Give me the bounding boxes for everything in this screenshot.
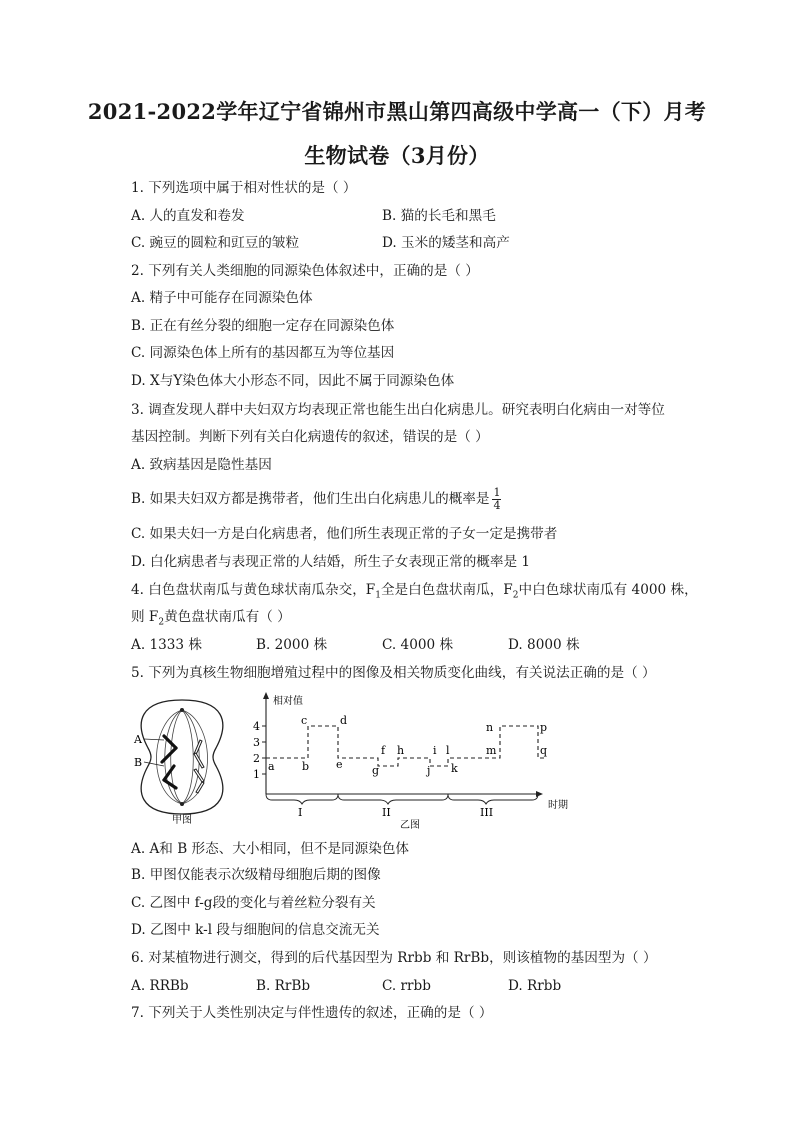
y-axis-label: 相对值	[273, 696, 303, 707]
fraction-numerator: 1	[493, 486, 501, 499]
q4-stem-part: 黄色盘状南瓜有（ ）	[164, 609, 291, 625]
q1-option-d: D. 玉米的矮茎和高产	[382, 235, 510, 251]
stage-3: III	[480, 806, 494, 819]
q2-option-d: D. X与Y染色体大小形态不同，因此不属于同源染色体	[131, 373, 455, 389]
q3-stem-line2: 基因控制。判断下列有关白化病遗传的叙述，错误的是（ ）	[131, 429, 489, 445]
centrosome-bottom	[180, 802, 184, 806]
point-g: g	[372, 764, 380, 777]
q3-stem-line1: 3. 调查发现人群中夫妇双方均表现正常也能生出白化病患儿。研究表明白化病由一对等位	[131, 402, 665, 418]
q6-option-b: B. RrBb	[256, 978, 311, 994]
q4-stem-part: 则 F	[131, 609, 159, 625]
stage-1: I	[298, 806, 303, 819]
q5-option-a: A. A和 B 形态、大小相同，但不是同源染色体	[131, 841, 410, 857]
point-p: p	[540, 721, 548, 734]
q3-fraction	[492, 487, 501, 512]
stage-2: II	[382, 806, 391, 819]
q3-option-b-text: B. 如果夫妇双方都是携带者，他们生出白化病患儿的概率是	[131, 491, 490, 507]
fraction-denominator: 4	[493, 499, 501, 512]
q2-option-c: C. 同源染色体上所有的基因都互为等位基因	[131, 345, 395, 361]
point-a: a	[268, 760, 275, 773]
figure-cell-division	[130, 692, 235, 827]
centrosome-top	[180, 708, 184, 712]
point-c: c	[301, 714, 308, 727]
q6-stem: 6. 对某植物进行测交，得到的后代基因型为 Rrbb 和 RrBb，则该植物的基因型为（ ）	[131, 950, 657, 966]
q1-stem: 1. 下列选项中属于相对性状的是（ ）	[131, 180, 357, 196]
q4-stem-part: 全是白色盘状南瓜，F	[380, 582, 513, 598]
exam-title-line1: 2021-2022学年辽宁省锦州市黑山第四高级中学高一（下）月考	[87, 99, 707, 124]
q5-stem: 5. 下列为真核生物细胞增殖过程中的图像及相关物质变化曲线，有关说法正确的是（ ）	[131, 665, 656, 681]
q4-stem-line1	[131, 580, 698, 606]
label-a-pointer	[144, 739, 164, 740]
y-tick-1: 1	[253, 768, 260, 781]
y-ticks	[262, 726, 266, 774]
point-i: i	[433, 744, 437, 757]
q5-option-d: D. 乙图中 k-l 段与细胞间的信息交流无关	[131, 922, 380, 938]
y-tick-3: 3	[253, 736, 260, 749]
q4-option-b: B. 2000 株	[256, 637, 328, 653]
point-n: n	[486, 721, 494, 734]
point-h: h	[397, 744, 405, 757]
cell-membrane	[141, 700, 223, 814]
y-tick-4: 4	[253, 720, 260, 733]
point-k: k	[451, 762, 458, 775]
q3-option-d: D. 白化病患者与表现正常的人结婚，所生子女表现正常的概率是 1	[131, 554, 531, 570]
subscript: 2	[158, 617, 165, 628]
exam-title-line2: 生物试卷（3月份）	[304, 143, 490, 168]
figure-curve-chart	[246, 688, 586, 833]
q4-option-a: A. 1333 株	[131, 637, 202, 653]
point-labels	[268, 714, 547, 777]
subscript: 1	[375, 590, 381, 601]
q1-option-a: A. 人的直发和卷发	[131, 208, 245, 224]
q4-option-d: D. 8000 株	[508, 637, 580, 653]
q2-option-a: A. 精子中可能存在同源染色体	[131, 290, 313, 306]
q5-option-b: B. 甲图仅能表示次级精母细胞后期的图像	[131, 867, 381, 883]
point-f: f	[381, 744, 386, 757]
stage-braces	[266, 794, 538, 804]
y-axis-arrow	[263, 692, 269, 699]
label-b: B	[134, 756, 143, 769]
q5-option-c: C. 乙图中 f-g段的变化与着丝粒分裂有关	[131, 895, 376, 911]
point-l: l	[446, 744, 450, 757]
q3-option-a: A. 致病基因是隐性基因	[131, 457, 272, 473]
q1-option-b: B. 猫的长毛和黑毛	[382, 208, 496, 224]
point-q: q	[540, 744, 548, 757]
figure-b-caption: 乙图	[400, 820, 420, 831]
point-e: e	[336, 758, 343, 771]
figure-a-caption: 甲图	[172, 815, 192, 826]
q2-stem: 2. 下列有关人类细胞的同源染色体叙述中，正确的是（ ）	[131, 263, 479, 279]
x-axis-label: 时期	[548, 800, 568, 811]
q1-option-c: C. 豌豆的圆粒和豇豆的皱粒	[131, 235, 300, 251]
subscript: 2	[512, 590, 519, 601]
chromosomes-left	[162, 736, 176, 788]
q4-stem-line2	[131, 607, 291, 633]
y-tick-2: 2	[253, 752, 260, 765]
q6-option-c: C. rrbb	[382, 978, 431, 994]
q4-stem-part: 4. 白色盘状南瓜与黄色球状南瓜杂交，F	[131, 582, 376, 598]
label-a: A	[134, 733, 142, 746]
q4-option-c: C. 4000 株	[382, 637, 454, 653]
q4-stem-part: 中白色球状南瓜有 4000 株，	[518, 582, 698, 598]
x-axis-arrow	[536, 791, 543, 797]
q6-option-a: A. RRBb	[131, 978, 189, 994]
point-d: d	[340, 714, 348, 727]
q3-option-b	[131, 487, 501, 512]
point-b: b	[302, 760, 310, 773]
point-m: m	[486, 744, 497, 757]
point-j: j	[427, 764, 431, 777]
q7-stem: 7. 下列关于人类性别决定与伴性遗传的叙述，正确的是（ ）	[131, 1005, 493, 1021]
q6-option-d: D. Rrbb	[508, 978, 562, 994]
q2-option-b: B. 正在有丝分裂的细胞一定存在同源染色体	[131, 318, 395, 334]
q3-option-c: C. 如果夫妇一方是白化病患者，他们所生表现正常的子女一定是携带者	[131, 526, 558, 542]
